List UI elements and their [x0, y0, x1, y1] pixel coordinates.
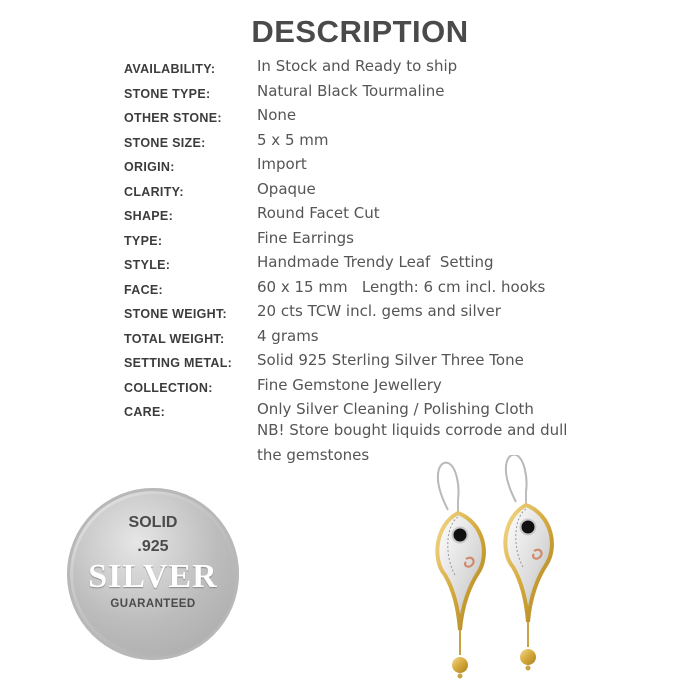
spec-row — [0, 351, 700, 375]
spec-value: Fine Gemstone Jewellery — [257, 375, 442, 394]
spec-value: 5 x 5 mm — [257, 130, 329, 149]
spec-label: CLARITY: — [124, 184, 184, 199]
spec-label: TYPE: — [124, 233, 163, 248]
spec-value: Fine Earrings — [257, 228, 354, 247]
silver-guarantee-badge — [67, 488, 239, 660]
earrings-product-image — [400, 455, 600, 700]
spec-label: AVAILABILITY: — [124, 62, 216, 76]
care-note-line-2: the gemstones — [257, 446, 370, 464]
spec-label: SHAPE: — [124, 209, 174, 223]
spec-value: Solid 925 Sterling Silver Three Tone — [257, 351, 524, 369]
spec-label: CARE: — [124, 405, 166, 419]
spec-row — [0, 376, 700, 400]
spec-value: Only Silver Cleaning / Polishing Cloth — [257, 400, 534, 418]
spec-value: None — [257, 106, 297, 124]
badge-925-text: .925 — [137, 538, 169, 555]
spec-label: TOTAL WEIGHT: — [124, 331, 225, 346]
spec-label: ORIGIN: — [124, 160, 175, 174]
spec-row — [0, 278, 700, 302]
spec-label: SETTING METAL: — [124, 356, 233, 370]
badge-silver-text: SILVER — [88, 558, 218, 595]
spec-value: Import — [257, 155, 307, 173]
spec-row — [0, 229, 700, 253]
page-title: DESCRIPTION — [251, 14, 469, 49]
left-earring — [437, 463, 484, 679]
spec-label: STYLE: — [124, 258, 171, 272]
spec-value: Opaque — [257, 179, 316, 198]
badge-guaranteed-text: GUARANTEED — [110, 598, 196, 610]
spec-row — [0, 253, 700, 277]
spec-value: 4 grams — [257, 326, 319, 345]
spec-label: STONE WEIGHT: — [124, 307, 227, 321]
spec-value: Natural Black Tourmaline — [257, 81, 445, 100]
spec-label: FACE: — [124, 282, 163, 297]
spec-value: 60 x 15 mm Length: 6 cm incl. hooks — [257, 277, 546, 296]
spec-value: In Stock and Ready to ship — [257, 57, 458, 75]
spec-row — [0, 302, 700, 326]
spec-row — [0, 57, 700, 81]
care-note-line-1: NB! Store bought liquids corrode and dull — [257, 421, 568, 439]
spec-row — [0, 327, 700, 351]
spec-label: OTHER STONE: — [124, 111, 222, 125]
spec-row — [0, 155, 700, 179]
spec-value: Handmade Trendy Leaf Setting — [257, 253, 494, 271]
spec-label: STONE SIZE: — [124, 135, 206, 150]
spec-row — [0, 131, 700, 155]
spec-value: Round Facet Cut — [257, 204, 380, 222]
spec-row — [0, 82, 700, 106]
spec-label: COLLECTION: — [124, 380, 213, 395]
spec-row — [0, 106, 700, 130]
spec-row — [0, 180, 700, 204]
right-earring — [505, 455, 552, 671]
spec-value: 20 cts TCW incl. gems and silver — [257, 302, 501, 320]
badge-solid-text: SOLID — [128, 514, 178, 531]
spec-label: STONE TYPE: — [124, 86, 211, 101]
spec-row — [0, 204, 700, 228]
